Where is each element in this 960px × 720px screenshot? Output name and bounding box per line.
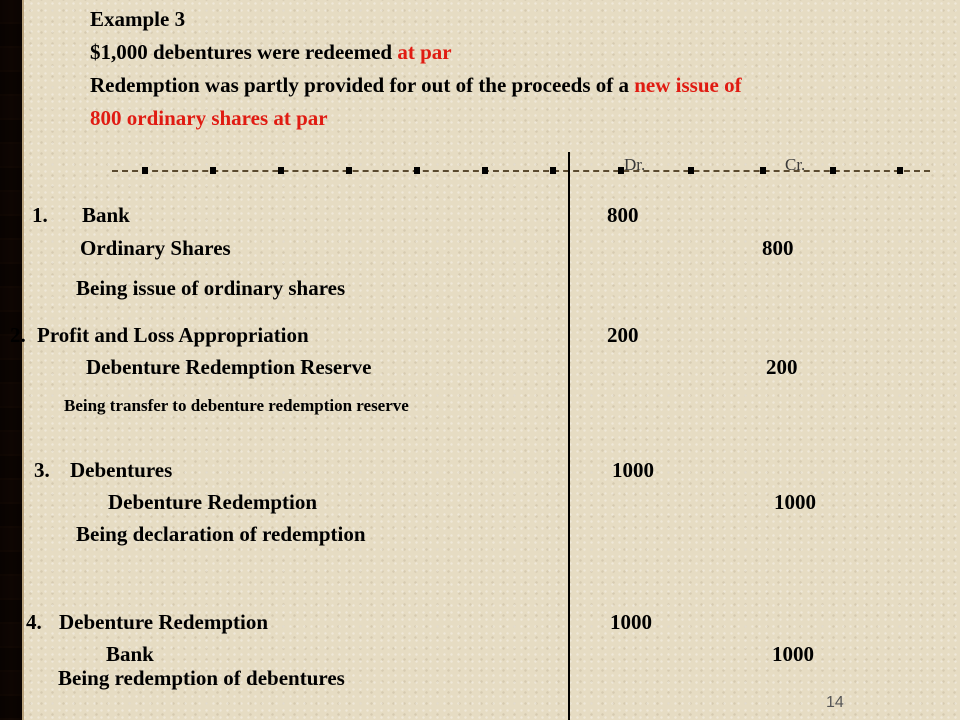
entry-2-credit-amount: 200: [766, 355, 798, 379]
entry-1-credit-amount: 800: [762, 236, 794, 260]
rule-marker: [142, 167, 148, 174]
problem-line-2-highlight: new issue of: [634, 73, 742, 97]
entry-2-debit-account: Profit and Loss Appropriation: [37, 323, 309, 347]
problem-line-1-text: $1,000 debentures were redeemed: [90, 40, 398, 64]
entry-3-debit-amount: 1000: [612, 458, 654, 482]
entry-2-credit-account: Debenture Redemption Reserve: [86, 355, 372, 379]
debit-column-header: Dr.: [624, 155, 646, 174]
entry-4-credit-amount: 1000: [772, 642, 814, 666]
rule-marker: [482, 167, 488, 174]
rule-marker: [278, 167, 284, 174]
entry-4-narration: Being redemption of debentures: [58, 666, 345, 690]
rule-marker: [414, 167, 420, 174]
example-title: Example 3: [90, 7, 186, 31]
column-divider: [568, 152, 570, 720]
entry-2-number: 2.: [10, 323, 26, 347]
entry-4-credit-account: Bank: [106, 642, 154, 666]
entry-4-debit-account: Debenture Redemption: [59, 610, 269, 634]
problem-line-1: [90, 37, 452, 68]
rule-marker: [760, 167, 766, 174]
slide-number: 14: [826, 694, 844, 711]
border-divider: [22, 0, 24, 720]
entry-2-narration: Being transfer to debenture redemption reserve: [64, 396, 409, 415]
rule-marker: [210, 167, 216, 174]
problem-line-1-highlight: at par: [397, 40, 452, 64]
rule-marker: [830, 167, 836, 174]
entry-1-credit-account: Ordinary Shares: [80, 236, 231, 260]
problem-line-3: 800 ordinary shares at par: [90, 106, 328, 130]
problem-line-2-text: Redemption was partly provided for out of the proceeds of a: [90, 73, 635, 97]
entry-3-credit-amount: 1000: [774, 490, 816, 514]
entry-3-credit-account: Debenture Redemption: [108, 490, 318, 514]
entry-1-narration: Being issue of ordinary shares: [76, 276, 346, 300]
entry-4-debit-amount: 1000: [610, 610, 652, 634]
entry-1-debit-account: Bank: [82, 203, 130, 227]
rule-marker: [897, 167, 903, 174]
credit-column-header: Cr.: [785, 155, 806, 174]
problem-line-2: [90, 70, 742, 101]
rule-marker: [550, 167, 556, 174]
rule-marker: [688, 167, 694, 174]
entry-2-debit-amount: 200: [607, 323, 639, 347]
entry-4-number: 4.: [26, 610, 42, 634]
entry-1-number: 1.: [32, 203, 48, 227]
entry-1-debit-amount: 800: [607, 203, 639, 227]
decorative-left-border: [0, 0, 22, 720]
entry-3-number: 3.: [34, 458, 50, 482]
column-header-rule: [112, 170, 930, 172]
rule-marker: [346, 167, 352, 174]
entry-3-debit-account: Debentures: [70, 458, 173, 482]
entry-3-narration: Being declaration of redemption: [76, 522, 366, 546]
